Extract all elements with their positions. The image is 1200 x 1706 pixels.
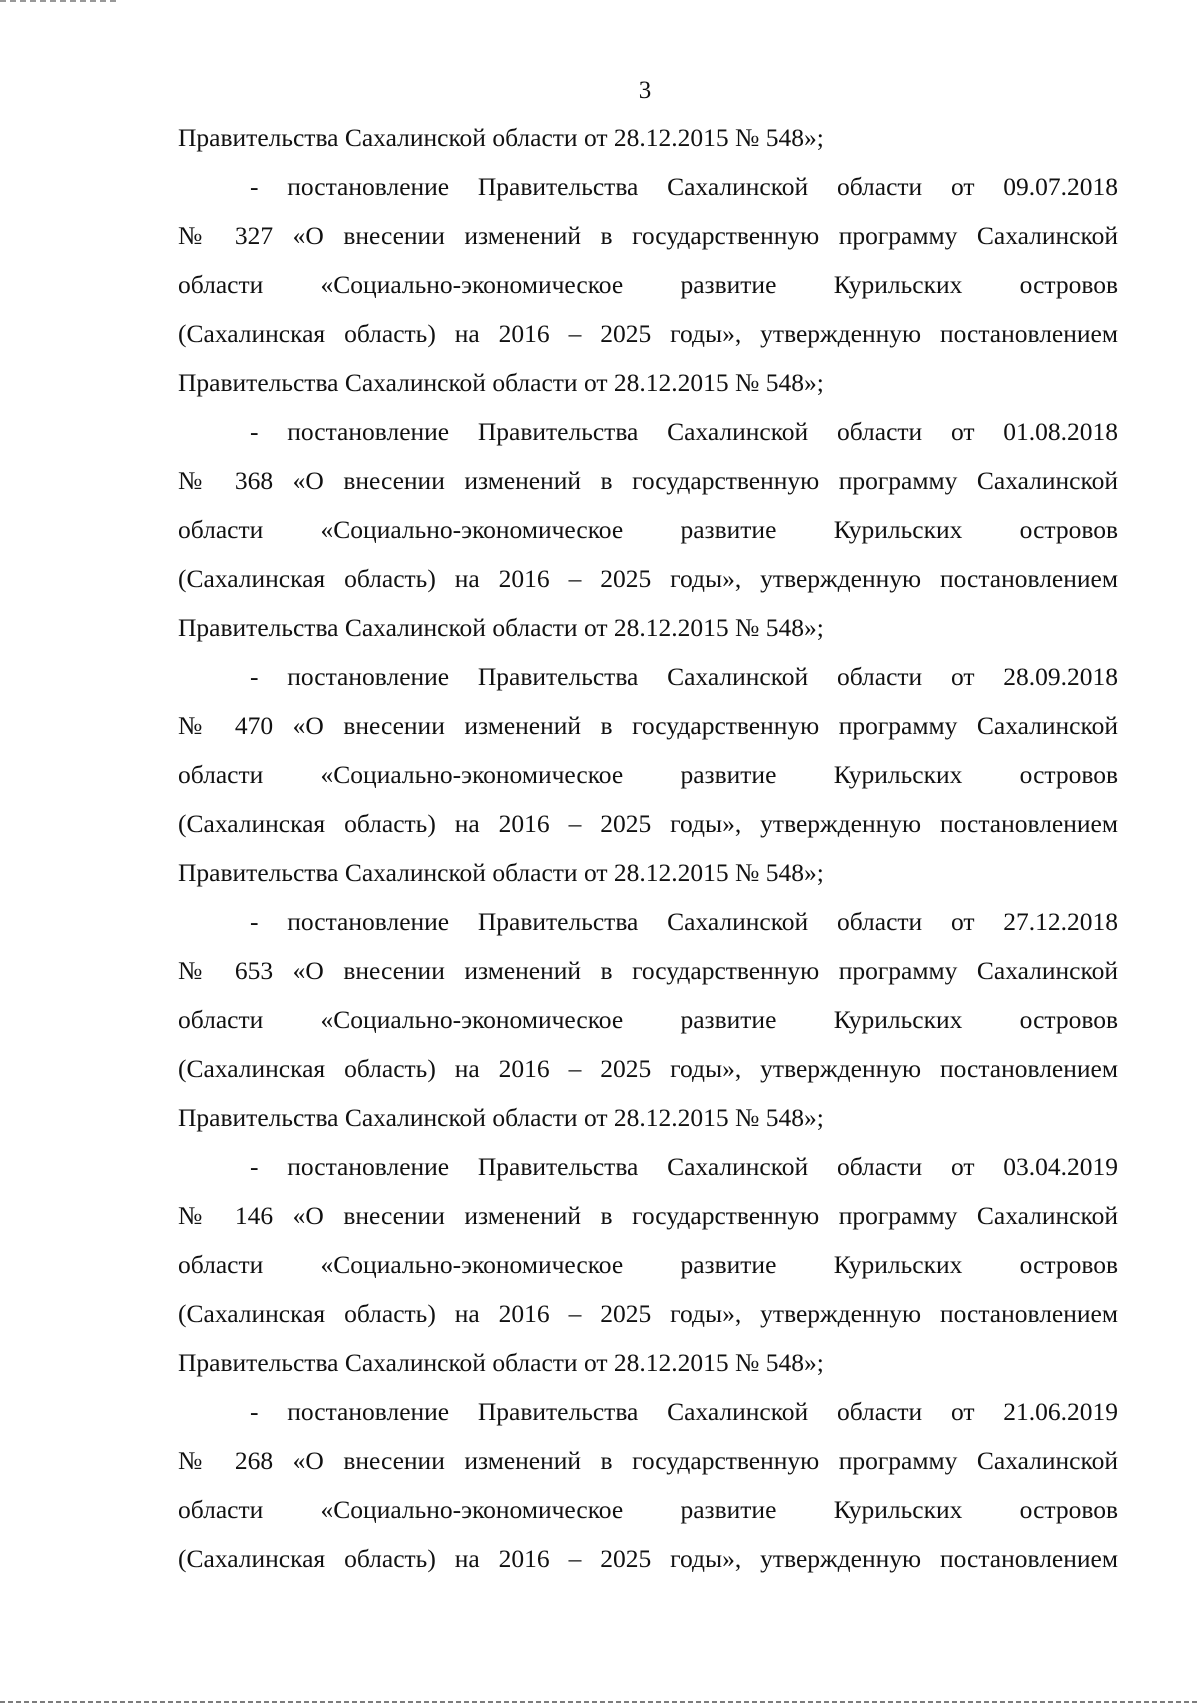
text-line: (Сахалинская область) на 2016 – 2025 годы», утвержденную постановлением — [178, 1544, 1118, 1573]
text-line: - постановление Правительства Сахалинской области от 21.06.2019 — [250, 1397, 1118, 1426]
text-line: (Сахалинская область) на 2016 – 2025 годы», утвержденную постановлением — [178, 319, 1118, 348]
scan-edge-bottom — [0, 1701, 1200, 1703]
text-line: - постановление Правительства Сахалинской области от 01.08.2018 — [250, 417, 1118, 446]
text-line: - постановление Правительства Сахалинской области от 09.07.2018 — [250, 172, 1118, 201]
text-line: Правительства Сахалинской области от 28.12.2015 № 548»; — [178, 1348, 824, 1377]
text-line: № 268 «О внесении изменений в государственную программу Сахалинской — [178, 1446, 1118, 1475]
text-line: Правительства Сахалинской области от 28.12.2015 № 548»; — [178, 123, 824, 152]
text-line: (Сахалинская область) на 2016 – 2025 годы», утвержденную постановлением — [178, 1299, 1118, 1328]
text-line: № 146 «О внесении изменений в государственную программу Сахалинской — [178, 1201, 1118, 1230]
text-line: Правительства Сахалинской области от 28.12.2015 № 548»; — [178, 1103, 824, 1132]
text-line: № 327 «О внесении изменений в государственную программу Сахалинской — [178, 221, 1118, 250]
text-line: № 368 «О внесении изменений в государственную программу Сахалинской — [178, 466, 1118, 495]
text-line: - постановление Правительства Сахалинской области от 28.09.2018 — [250, 662, 1118, 691]
text-line: Правительства Сахалинской области от 28.12.2015 № 548»; — [178, 613, 824, 642]
text-line: Правительства Сахалинской области от 28.12.2015 № 548»; — [178, 858, 824, 887]
text-line: (Сахалинская область) на 2016 – 2025 годы», утвержденную постановлением — [178, 564, 1118, 593]
document-body — [178, 113, 1118, 1583]
page-number: 3 — [638, 77, 652, 104]
text-line: - постановление Правительства Сахалинской области от 03.04.2019 — [250, 1152, 1118, 1181]
text-line: № 653 «О внесении изменений в государственную программу Сахалинской — [178, 956, 1118, 985]
text-line: области «Социально-экономическое развитие Курильских островов — [178, 1005, 1118, 1034]
text-line: области «Социально-экономическое развитие Курильских островов — [178, 270, 1118, 299]
text-line: области «Социально-экономическое развитие Курильских островов — [178, 515, 1118, 544]
text-line: области «Социально-экономическое развитие Курильских островов — [178, 1250, 1118, 1279]
text-line: области «Социально-экономическое развитие Курильских островов — [178, 1495, 1118, 1524]
text-line: - постановление Правительства Сахалинской области от 27.12.2018 — [250, 907, 1118, 936]
text-line: № 470 «О внесении изменений в государственную программу Сахалинской — [178, 711, 1118, 740]
text-line: области «Социально-экономическое развитие Курильских островов — [178, 760, 1118, 789]
text-line: (Сахалинская область) на 2016 – 2025 годы», утвержденную постановлением — [178, 1054, 1118, 1083]
text-line: (Сахалинская область) на 2016 – 2025 годы», утвержденную постановлением — [178, 809, 1118, 838]
text-line: Правительства Сахалинской области от 28.12.2015 № 548»; — [178, 368, 824, 397]
scan-edge-top — [0, 0, 120, 2]
